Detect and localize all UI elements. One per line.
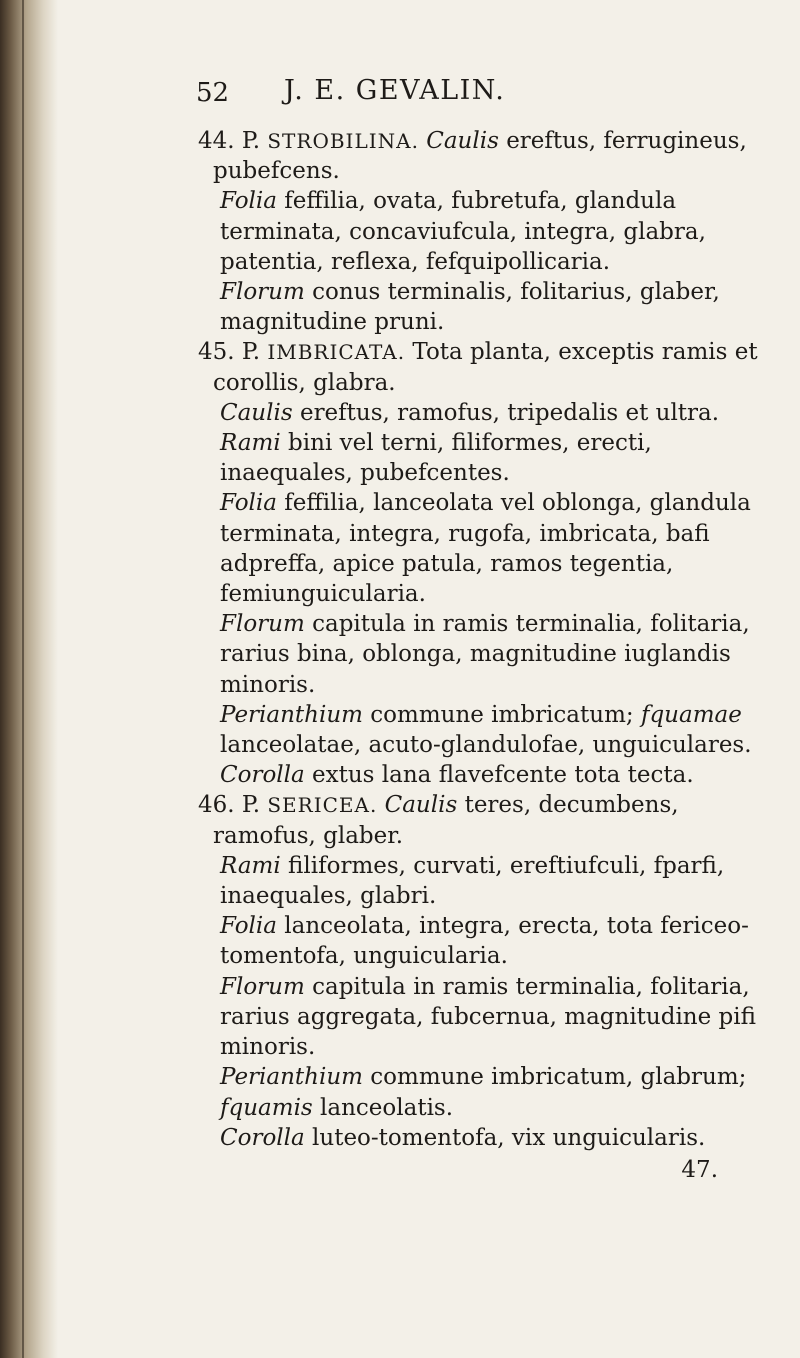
book-spine-shadow (0, 0, 58, 1358)
organ-label: Perianthium (220, 701, 363, 728)
running-head: J. E. GEVALIN. (284, 75, 506, 106)
species-name: IMBRICATA. (267, 340, 406, 365)
description-text: conus terminalis, folitarius, glaber, magnitudine pruni. (220, 279, 720, 336)
description-text: capitula in ramis terminalia, folitaria, rarius bina, oblonga, magnitudine iuglandis minoris. (220, 611, 750, 698)
description-text: teres, decumbens, ramofus, glaber. (213, 792, 679, 849)
description-text: filiformes, curvati, ereftiufculi, fparfi, inaequales, glabri. (220, 852, 725, 910)
organ-label: Caulis (220, 399, 293, 426)
description-paragraph (198, 398, 778, 428)
species-entry (198, 337, 778, 790)
organ-label: Florum (220, 279, 305, 306)
organ-label: fquamae (640, 701, 742, 728)
entry-first-line (198, 126, 778, 186)
description-paragraph (198, 911, 778, 971)
description-paragraph (198, 851, 778, 911)
description-text: extus lana flavefcente tota tecta. (312, 762, 694, 789)
description-text: bini vel terni, filiformes, erecti, inaequales, pubefcentes. (220, 430, 652, 487)
entry-first-line (198, 337, 778, 397)
organ-label: Corolla (220, 1124, 305, 1151)
description-paragraph (198, 1062, 778, 1122)
gutter-line (22, 0, 24, 1358)
organ-label: Caulis (384, 792, 458, 819)
description-text: Tota planta, exceptis ramis et corollis, glabra. (213, 339, 758, 396)
description-text: lanceolatis. (320, 1094, 454, 1121)
description-text: commune imbricatum; (370, 701, 634, 728)
description-text: lanceolatae, acuto-glandulofae, unguiculares. (220, 732, 752, 759)
genus-abbrev: P. (241, 128, 261, 154)
organ-label: Folia (220, 188, 277, 215)
organ-label: Florum (220, 973, 305, 1000)
entry-first-line (198, 790, 778, 850)
species-entry (198, 126, 778, 337)
entry-number: 46. (198, 792, 235, 819)
organ-label: Caulis (426, 128, 499, 154)
description-text: ereftus, ferrugineus, pubefcens. (213, 128, 747, 185)
description-paragraph (198, 1123, 778, 1153)
organ-label: Rami (220, 852, 281, 879)
catchword: 47. (681, 1156, 718, 1183)
page-header (198, 72, 778, 116)
entry-number: 44. (198, 128, 235, 154)
page-body (198, 72, 778, 1185)
entries-list (198, 126, 778, 1153)
organ-label: Folia (220, 490, 277, 517)
description-text: commune imbricatum, glabrum; (370, 1064, 747, 1091)
description-paragraph (198, 760, 778, 790)
genus-abbrev: P. (241, 792, 261, 819)
organ-label: fquamis (220, 1094, 313, 1121)
description-paragraph (198, 428, 778, 488)
genus-abbrev: P. (241, 339, 261, 366)
description-paragraph (198, 488, 778, 609)
description-paragraph (198, 609, 778, 700)
species-entry (198, 790, 778, 1152)
entry-number: 45. (198, 339, 235, 366)
organ-label: Corolla (220, 762, 305, 789)
description-paragraph (198, 186, 778, 277)
description-text: lanceolata, integra, erecta, tota fericeo-tomentofa, unguicularia. (220, 913, 749, 970)
description-text: ereftus, ramofus, tripedalis et ultra. (299, 399, 720, 426)
description-paragraph (198, 700, 778, 760)
description-text: luteo-tomentofa, vix unguicularis. (312, 1124, 706, 1151)
organ-label: Folia (220, 913, 277, 940)
description-paragraph (198, 277, 778, 337)
description-text: capitula in ramis terminalia, folitaria, rarius aggregata, fubcernua, magnitudine pifi minoris. (220, 973, 756, 1061)
species-name: STROBILINA. (267, 129, 419, 153)
description-paragraph (198, 972, 778, 1063)
organ-label: Perianthium (220, 1064, 363, 1091)
description-text: feffilia, lanceolata vel oblonga, glandula terminata, integra, rugofa, imbricata, bafi adpreffa, apice patula, ramos tegentia, femiunguicularia. (220, 490, 751, 608)
organ-label: Rami (220, 430, 281, 457)
organ-label: Florum (220, 611, 305, 638)
page-number: 52 (196, 78, 230, 108)
species-name: SERICEA. (267, 793, 378, 818)
description-text: feffilia, ovata, fubretufa, glandula terminata, concaviufcula, integra, glabra, patentia, reflexa, fefquipollicaria. (220, 188, 706, 275)
